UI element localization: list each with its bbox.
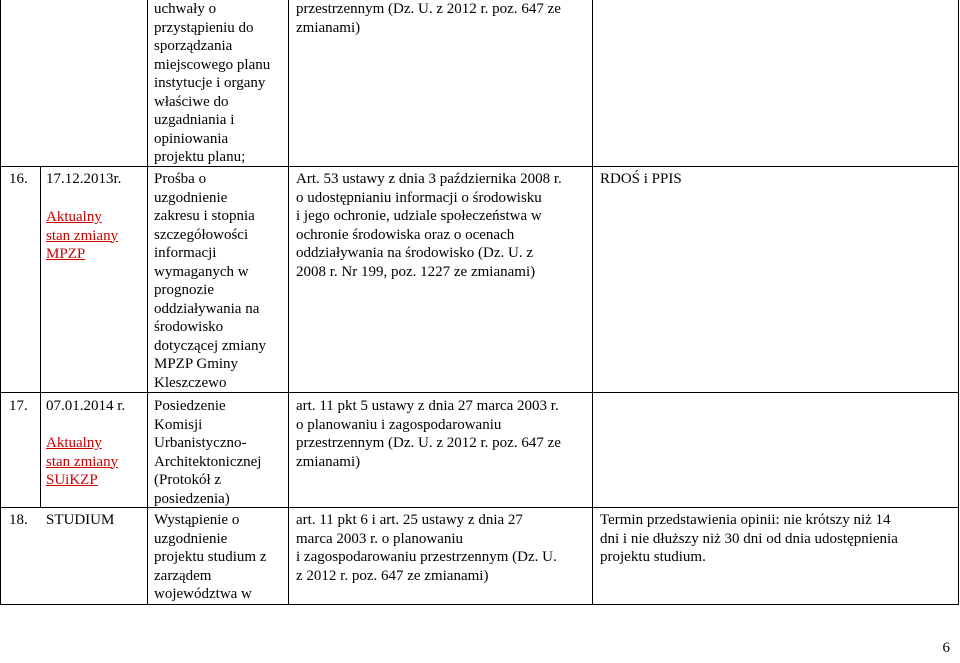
row0-legal-basis: przestrzennym (Dz. U. z 2012 r. poz. 647 ze zmianami) — [296, 1, 561, 36]
row-divider-3 — [0, 507, 959, 508]
page-number: 6 — [942, 639, 950, 656]
row18-legal-basis: art. 11 pkt 6 i art. 25 ustawy z dnia 27 marca 2003 r. o planowaniu i zagospodarowaniu przestrzennym (Dz. U. z 2012 r. poz. 647 ze zmianami) — [296, 512, 557, 584]
row17-description: Posiedzenie Komisji Urbanistyczno- Architektonicznej (Protokół z posiedzenia) — [154, 398, 262, 507]
row16-legal-basis: Art. 53 ustawy z dnia 3 października 2008 r. o udostępnianiu informacji o środowisku i jego ochronie, udziale społeczeństwa w ochronie środowiska oraz o ocenach oddziaływania na środowisko (Dz. U. z 2008 r. Nr 199, poz. 1227 ze zmianami) — [296, 171, 562, 280]
row18-description: Wystąpienie o uzgodnienie projektu studium z zarządem województwa w — [154, 512, 267, 602]
table-divider-2 — [147, 0, 148, 604]
row16-status-link[interactable]: Aktualny stan zmiany MPZP — [46, 209, 119, 262]
row16-description: Prośba o uzgodnienie zakresu i stopnia szczegółowości informacji wymaganych w prognozie oddziaływania na środowisko dotyczącej zmiany MPZP Gminy Kleszczewo — [154, 171, 267, 391]
row-divider-2 — [0, 392, 959, 393]
row17-status-link[interactable]: Aktualny stan zmiany SUiKZP — [46, 435, 119, 488]
table-border-right — [958, 0, 959, 604]
row17-number: 17. — [9, 398, 28, 414]
row16-notes: RDOŚ i PPIS — [600, 171, 682, 187]
row17-date: 07.01.2014 r. — [46, 398, 126, 414]
row18-date: STUDIUM — [46, 512, 115, 528]
row16-number: 16. — [9, 171, 28, 187]
row-divider-1 — [0, 166, 959, 167]
table-border-bottom — [0, 604, 959, 605]
row0-description: uchwały o przystąpieniu do sporządzania miejscowego planu instytucje i organy właściwe do uzgadniania i opiniowania projektu planu; — [154, 1, 271, 165]
row18-number: 18. — [9, 512, 28, 528]
table-divider-3 — [288, 0, 289, 604]
table-divider-1 — [40, 166, 41, 508]
row16-date: 17.12.2013r. — [46, 171, 122, 187]
row17-legal-basis: art. 11 pkt 5 ustawy z dnia 27 marca 2003 r. o planowaniu i zagospodarowaniu przestrzennym (Dz. U. z 2012 r. poz. 647 ze zmianami) — [296, 398, 561, 470]
row18-notes: Termin przedstawienia opinii: nie krótszy niż 14 dni i nie dłuższy niż 30 dni od dnia udostępnienia projektu studium. — [600, 512, 898, 565]
table-border-left — [0, 0, 1, 604]
table-divider-4 — [592, 0, 593, 604]
